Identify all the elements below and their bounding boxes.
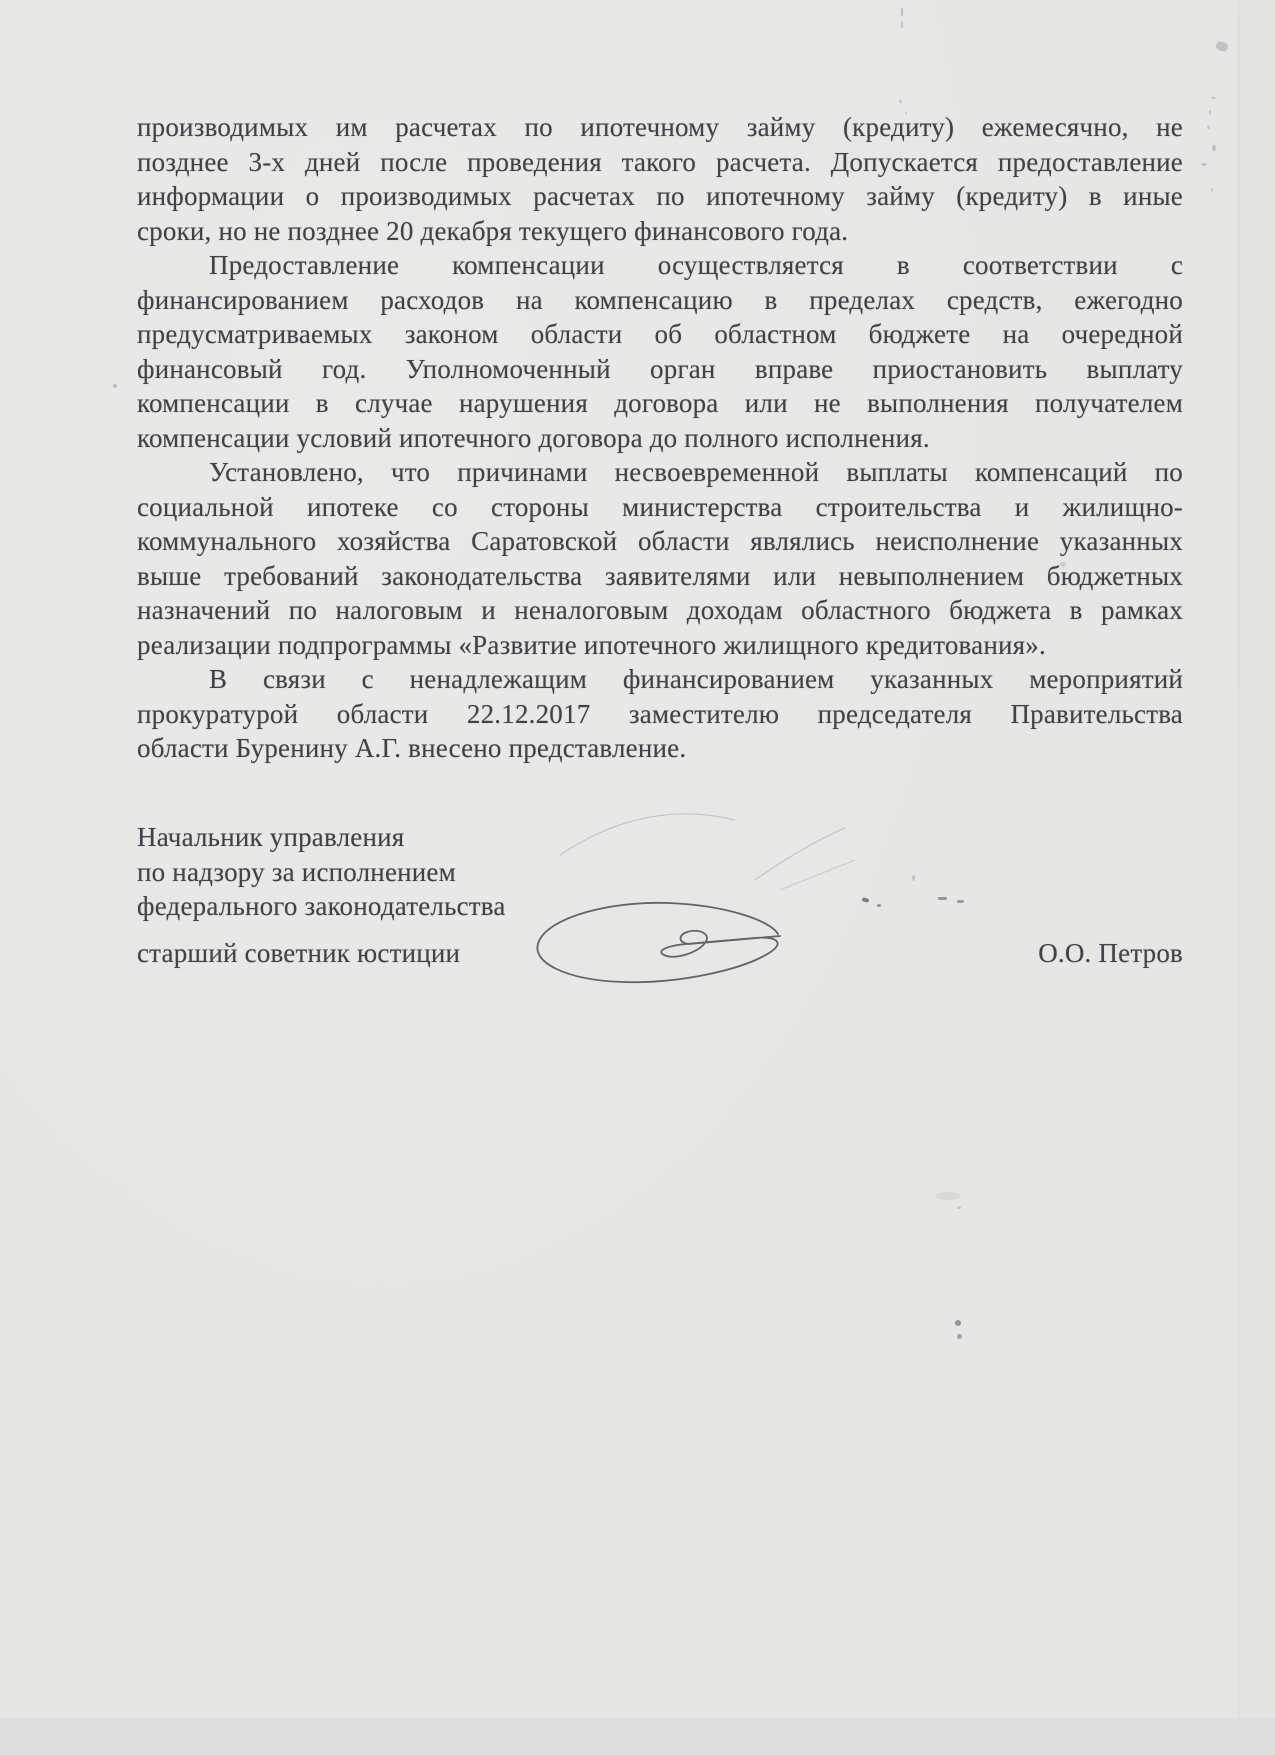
ink-speck (957, 900, 964, 903)
paragraph (137, 110, 1183, 248)
scan-speck (1201, 163, 1207, 166)
text-line: производимых им расчетах по ипотечному займу (кредиту) ежемесячно, не (137, 112, 1183, 142)
text-line: информации о производимых расчетах по ипотечному займу (кредиту) в иные (137, 181, 1183, 211)
text-line: коммунального хозяйства Саратовской области являлись неисполнение указанных (137, 526, 1183, 556)
scan-speck (955, 1320, 961, 1326)
text-line: предусматриваемых законом области об областном бюджете на очередной (137, 319, 1183, 349)
scanner-edge-right (1239, 0, 1275, 1718)
text-line: позднее 3-х дней после проведения такого расчета. Допускается предоставление (137, 146, 1183, 177)
text-line: выше требований законодательства заявителями или невыполнением бюджетных (137, 560, 1183, 591)
scan-speck (905, 112, 907, 114)
signer-rank: старший советник юстиции (137, 937, 461, 968)
text-line: Предоставление компенсации осуществляется в соответствии с (209, 250, 1183, 280)
text-line: сроки, но не позднее 20 декабря текущего финансового года. (137, 215, 849, 246)
signer-name: О.О. Петров (1038, 937, 1183, 968)
ink-speck (912, 875, 915, 881)
signer-position-line: Начальник управления (137, 822, 405, 852)
scan-speck (901, 8, 903, 16)
paragraph (137, 455, 1183, 662)
signer-position-line: федерального законодательства (137, 891, 506, 921)
scan-speck (901, 21, 903, 28)
pen-smudge-marks (555, 790, 885, 900)
signature-ink (528, 896, 790, 988)
text-line: финансированием расходов на компенсацию в пределах средств, ежегодно (137, 284, 1183, 315)
scan-speck (1211, 97, 1216, 99)
ink-speck (877, 904, 881, 907)
text-line: финансовый год. Уполномоченный орган вправе приостановить выплату (137, 353, 1183, 384)
scan-speck (1212, 145, 1216, 151)
text-line: В связи с ненадлежащим финансированием указанных мероприятий (209, 664, 1183, 694)
scan-speck (1060, 562, 1066, 567)
paragraph (137, 248, 1183, 455)
ink-speck (938, 897, 947, 900)
scan-speck (1211, 188, 1213, 192)
scan-speck (113, 384, 117, 388)
scanner-edge-bottom (0, 1718, 1275, 1755)
text-line: компенсации в случае нарушения договора или не выполнения получателем (137, 388, 1183, 418)
text-line: прокуратурой области 22.12.2017 заместителю председателя Правительства (137, 698, 1183, 729)
scan-speck (1207, 125, 1210, 129)
text-line: компенсации условий ипотечного договора до полного исполнения. (137, 422, 930, 453)
scan-speck (957, 1206, 961, 1209)
signer-position-line: по надзору за исполнением (137, 856, 456, 887)
document-body (137, 110, 1183, 766)
scan-speck (957, 1334, 962, 1339)
text-line: реализации подпрограммы «Развитие ипотечного жилищного кредитования». (137, 629, 1046, 660)
scan-smudge (935, 1192, 961, 1200)
text-line: области Буренину А.Г. внесено представление. (137, 733, 687, 763)
scan-speck (1209, 110, 1211, 115)
scan-speck (899, 100, 902, 103)
text-line: социальной ипотеке со стороны министерства строительства и жилищно- (137, 491, 1183, 522)
text-line: Установлено, что причинами несвоевременной выплаты компенсаций по (209, 457, 1183, 487)
paragraph (137, 662, 1183, 766)
text-line: назначений по налоговым и неналоговым доходам областного бюджета в рамках (137, 595, 1183, 625)
